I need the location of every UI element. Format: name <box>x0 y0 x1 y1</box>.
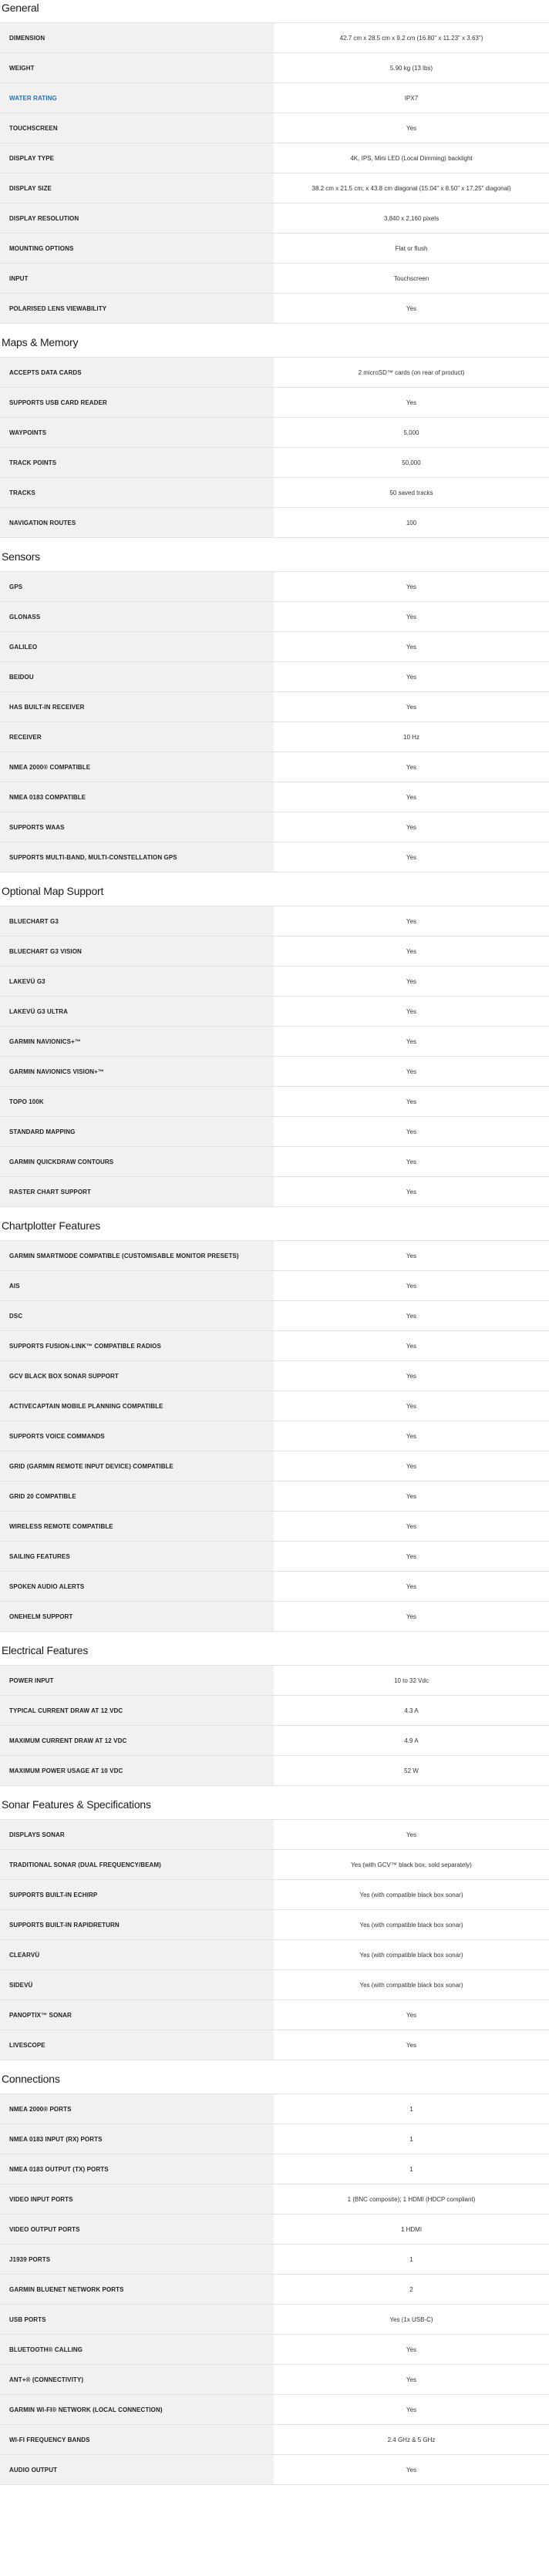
section-title: Chartplotter Features <box>2 1219 101 1232</box>
spec-row <box>0 143 549 173</box>
spec-row <box>0 2425 549 2455</box>
spec-label: MAXIMUM CURRENT DRAW AT 12 VDC <box>0 1726 274 1755</box>
spec-value: IPX7 <box>274 83 549 113</box>
spec-value: 10 to 32 Vdc <box>274 1666 549 1695</box>
spec-row <box>0 692 549 722</box>
spec-value: Yes <box>274 602 549 631</box>
spec-section <box>0 2071 549 2485</box>
spec-row <box>0 2365 549 2395</box>
spec-row <box>0 53 549 83</box>
spec-row <box>0 2245 549 2275</box>
spec-value: Yes <box>274 294 549 323</box>
spec-value: Yes <box>274 1820 549 1849</box>
spec-row <box>0 113 549 143</box>
spec-label: LIVESCOPE <box>0 2030 274 2060</box>
spec-value: 52 W <box>274 1756 549 1785</box>
spec-label: TRACKS <box>0 478 274 507</box>
spec-label: ANT+® (CONNECTIVITY) <box>0 2365 274 2394</box>
spec-value: Yes <box>274 782 549 812</box>
spec-label: INPUT <box>0 264 274 293</box>
spec-row <box>0 2124 549 2154</box>
spec-label: LAKEVÜ G3 ULTRA <box>0 997 274 1026</box>
spec-row <box>0 1970 549 2000</box>
spec-row <box>0 234 549 264</box>
spec-label: SUPPORTS VOICE COMMANDS <box>0 1421 274 1451</box>
spec-value: Yes <box>274 1542 549 1571</box>
spec-label: TYPICAL CURRENT DRAW AT 12 VDC <box>0 1696 274 1725</box>
spec-label: GALILEO <box>0 632 274 661</box>
spec-value: Yes <box>274 1572 549 1601</box>
spec-value: Yes <box>274 1391 549 1421</box>
spec-value: Yes <box>274 2395 549 2424</box>
spec-row <box>0 2214 549 2245</box>
spec-value: 50 saved tracks <box>274 478 549 507</box>
spec-value: Yes <box>274 1421 549 1451</box>
spec-label: BLUECHART G3 <box>0 906 274 936</box>
spec-value: Yes (with compatible black box sonar) <box>274 1970 549 1999</box>
spec-value: Yes <box>274 2455 549 2484</box>
spec-value: Yes <box>274 1602 549 1631</box>
spec-label-link[interactable]: WATER RATING <box>0 83 274 113</box>
spec-label: TRACK POINTS <box>0 448 274 477</box>
spec-row <box>0 2154 549 2184</box>
spec-value: Yes <box>274 113 549 143</box>
spec-label: NMEA 2000® COMPATIBLE <box>0 752 274 782</box>
spec-value: Yes <box>274 1147 549 1176</box>
spec-row <box>0 2455 549 2485</box>
spec-value: Yes <box>274 1361 549 1391</box>
spec-row <box>0 1391 549 1421</box>
spec-row <box>0 1820 549 1850</box>
spec-row <box>0 1087 549 1117</box>
spec-row <box>0 1241 549 1271</box>
spec-value: 4K, IPS, Mini LED (Local Dimming) backlight <box>274 143 549 173</box>
spec-label: MOUNTING OPTIONS <box>0 234 274 263</box>
spec-value: Yes <box>274 2030 549 2060</box>
spec-row <box>0 1421 549 1451</box>
section-title: Sensors <box>2 550 40 563</box>
spec-row <box>0 1027 549 1057</box>
spec-value: Yes <box>274 662 549 691</box>
spec-table <box>0 1665 549 1786</box>
spec-section <box>0 1218 549 1632</box>
spec-section <box>0 0 549 324</box>
spec-value: Yes (1x USB-C) <box>274 2305 549 2334</box>
spec-label: GLONASS <box>0 602 274 631</box>
section-title: Electrical Features <box>2 1644 89 1656</box>
spec-value: Flat or flush <box>274 234 549 263</box>
spec-value: Yes (with compatible black box sonar) <box>274 1910 549 1939</box>
spec-label: PANOPTIX™ SONAR <box>0 2000 274 2030</box>
spec-value: 38.2 cm x 21.5 cm; x 43.8 cm diagonal (15.04" x 8.50" x 17.25" diagonal) <box>274 173 549 203</box>
spec-row <box>0 1602 549 1632</box>
spec-label: GARMIN WI-FI® NETWORK (LOCAL CONNECTION) <box>0 2395 274 2424</box>
spec-table <box>0 571 549 873</box>
spec-row <box>0 752 549 782</box>
spec-row <box>0 1910 549 1940</box>
spec-row <box>0 2335 549 2365</box>
spec-value: Yes <box>274 1301 549 1330</box>
spec-row <box>0 1850 549 1880</box>
spec-label: DISPLAY SIZE <box>0 173 274 203</box>
spec-row <box>0 1880 549 1910</box>
spec-label: WAYPOINTS <box>0 418 274 447</box>
spec-label: TOUCHSCREEN <box>0 113 274 143</box>
spec-section <box>0 1797 549 2060</box>
spec-row <box>0 1756 549 1786</box>
spec-table <box>0 2093 549 2485</box>
spec-row <box>0 937 549 967</box>
spec-row <box>0 906 549 937</box>
spec-row <box>0 842 549 873</box>
spec-row <box>0 572 549 602</box>
spec-label: DISPLAYS SONAR <box>0 1820 274 1849</box>
spec-row <box>0 1057 549 1087</box>
spec-label: GARMIN QUICKDRAW CONTOURS <box>0 1147 274 1176</box>
spec-row <box>0 508 549 538</box>
spec-label: HAS BUILT-IN RECEIVER <box>0 692 274 721</box>
spec-value: Yes <box>274 1271 549 1300</box>
spec-row <box>0 203 549 234</box>
spec-value: 1 <box>274 2094 549 2124</box>
spec-value: Yes <box>274 752 549 782</box>
spec-label: AIS <box>0 1271 274 1300</box>
spec-label: NMEA 0183 INPUT (RX) PORTS <box>0 2124 274 2154</box>
spec-value: 4.3 A <box>274 1696 549 1725</box>
spec-row <box>0 2305 549 2335</box>
spec-label: GRID 20 COMPATIBLE <box>0 1481 274 1511</box>
spec-label: DISPLAY TYPE <box>0 143 274 173</box>
spec-value: 2 microSD™ cards (on rear of product) <box>274 358 549 387</box>
spec-label: ONEHELM SUPPORT <box>0 1602 274 1631</box>
spec-row <box>0 2275 549 2305</box>
spec-value: Yes <box>274 1117 549 1146</box>
spec-value: 1 HDMI <box>274 2214 549 2244</box>
spec-label: TOPO 100K <box>0 1087 274 1116</box>
spec-value: Yes (with GCV™ black box, sold separately) <box>274 1850 549 1879</box>
spec-value: 100 <box>274 508 549 537</box>
spec-label: J1939 PORTS <box>0 2245 274 2274</box>
spec-label: AUDIO OUTPUT <box>0 2455 274 2484</box>
spec-value: Yes <box>274 906 549 936</box>
spec-value: Yes <box>274 1177 549 1206</box>
spec-value: 2 <box>274 2275 549 2304</box>
spec-label: MAXIMUM POWER USAGE AT 10 VDC <box>0 1756 274 1785</box>
spec-value: 10 Hz <box>274 722 549 752</box>
spec-label: SPOKEN AUDIO ALERTS <box>0 1572 274 1601</box>
spec-label: POWER INPUT <box>0 1666 274 1695</box>
spec-value: 1 <box>274 2124 549 2154</box>
spec-label: GARMIN SMARTMODE COMPATIBLE (CUSTOMISABLE MONITOR PRESETS) <box>0 1241 274 1270</box>
spec-label: BLUECHART G3 VISION <box>0 937 274 966</box>
spec-value: Yes <box>274 2365 549 2394</box>
spec-row <box>0 1117 549 1147</box>
spec-row <box>0 812 549 842</box>
section-title: Sonar Features & Specifications <box>2 1798 151 1811</box>
spec-section <box>0 335 549 538</box>
spec-row <box>0 1177 549 1207</box>
spec-label: VIDEO OUTPUT PORTS <box>0 2214 274 2244</box>
spec-label: WEIGHT <box>0 53 274 82</box>
section-title: Connections <box>2 2073 60 2085</box>
spec-row <box>0 967 549 997</box>
spec-row <box>0 173 549 203</box>
spec-value: Yes <box>274 572 549 601</box>
spec-row <box>0 2395 549 2425</box>
spec-value: Yes <box>274 692 549 721</box>
spec-row <box>0 662 549 692</box>
spec-section <box>0 549 549 873</box>
spec-label: NAVIGATION ROUTES <box>0 508 274 537</box>
spec-value: Yes <box>274 1331 549 1360</box>
spec-label: NMEA 0183 OUTPUT (TX) PORTS <box>0 2154 274 2184</box>
spec-label: GPS <box>0 572 274 601</box>
spec-row <box>0 1331 549 1361</box>
spec-label: SUPPORTS WAAS <box>0 812 274 842</box>
spec-value: Yes <box>274 1087 549 1116</box>
spec-row <box>0 1481 549 1512</box>
spec-value: Yes <box>274 1241 549 1270</box>
spec-value: 4.9 A <box>274 1726 549 1755</box>
spec-row <box>0 478 549 508</box>
spec-value: Touchscreen <box>274 264 549 293</box>
spec-label: DIMENSION <box>0 23 274 52</box>
spec-label: LAKEVÜ G3 <box>0 967 274 996</box>
spec-row <box>0 388 549 418</box>
spec-label: DISPLAY RESOLUTION <box>0 203 274 233</box>
spec-value: Yes <box>274 812 549 842</box>
spec-label: SUPPORTS USB CARD READER <box>0 388 274 417</box>
spec-label: SIDEVÜ <box>0 1970 274 1999</box>
spec-label: BLUETOOTH® CALLING <box>0 2335 274 2364</box>
spec-row <box>0 2000 549 2030</box>
spec-row <box>0 23 549 53</box>
spec-row <box>0 997 549 1027</box>
spec-label: WIRELESS REMOTE COMPATIBLE <box>0 1512 274 1541</box>
spec-label: DSC <box>0 1301 274 1330</box>
spec-row <box>0 1361 549 1391</box>
spec-value: Yes <box>274 1451 549 1481</box>
spec-row <box>0 602 549 632</box>
spec-label: POLARISED LENS VIEWABILITY <box>0 294 274 323</box>
spec-row <box>0 294 549 324</box>
spec-value: 1 (BNC composite); 1 HDMI (HDCP compliant) <box>274 2184 549 2214</box>
spec-value: Yes <box>274 388 549 417</box>
spec-row <box>0 1301 549 1331</box>
spec-table <box>0 1819 549 2060</box>
spec-label: SUPPORTS FUSION-LINK™ COMPATIBLE RADIOS <box>0 1331 274 1360</box>
spec-row <box>0 83 549 113</box>
spec-value: 5,000 <box>274 418 549 447</box>
spec-value: 5.90 kg (13 lbs) <box>274 53 549 82</box>
spec-value: Yes <box>274 997 549 1026</box>
spec-value: 2.4 GHz & 5 GHz <box>274 2425 549 2454</box>
section-title: Optional Map Support <box>2 885 104 897</box>
spec-table <box>0 22 549 324</box>
spec-section <box>0 1643 549 1786</box>
spec-label: GARMIN NAVIONICS VISION+™ <box>0 1057 274 1086</box>
spec-section <box>0 883 549 1207</box>
spec-value: 42.7 cm x 28.5 cm x 9.2 cm (16.80" x 11.23" x 3.63") <box>274 23 549 52</box>
spec-label: RASTER CHART SUPPORT <box>0 1177 274 1206</box>
spec-row <box>0 1726 549 1756</box>
spec-row <box>0 1512 549 1542</box>
spec-value: Yes (with compatible black box sonar) <box>274 1940 549 1969</box>
spec-value: 50,000 <box>274 448 549 477</box>
spec-value: Yes <box>274 967 549 996</box>
spec-row <box>0 418 549 448</box>
spec-row <box>0 632 549 662</box>
spec-label: SUPPORTS MULTI-BAND, MULTI-CONSTELLATION GPS <box>0 842 274 872</box>
spec-row <box>0 1147 549 1177</box>
spec-row <box>0 264 549 294</box>
spec-value: Yes <box>274 632 549 661</box>
spec-table <box>0 1240 549 1632</box>
spec-row <box>0 1542 549 1572</box>
spec-value: 1 <box>274 2245 549 2274</box>
spec-label: WI-FI FREQUENCY BANDS <box>0 2425 274 2454</box>
spec-value: Yes <box>274 937 549 966</box>
section-title: General <box>2 2 39 14</box>
spec-value: Yes <box>274 2335 549 2364</box>
spec-label: STANDARD MAPPING <box>0 1117 274 1146</box>
spec-value: Yes (with compatible black box sonar) <box>274 1880 549 1909</box>
spec-label: RECEIVER <box>0 722 274 752</box>
spec-label: GCV BLACK BOX SONAR SUPPORT <box>0 1361 274 1391</box>
spec-value: Yes <box>274 842 549 872</box>
spec-row <box>0 2184 549 2214</box>
spec-label: GRID (GARMIN REMOTE INPUT DEVICE) COMPATIBLE <box>0 1451 274 1481</box>
spec-value: Yes <box>274 1027 549 1056</box>
spec-row <box>0 722 549 752</box>
spec-row <box>0 2094 549 2124</box>
spec-label: ACCEPTS DATA CARDS <box>0 358 274 387</box>
spec-label: SUPPORTS BUILT-IN RAPIDRETURN <box>0 1910 274 1939</box>
spec-value: Yes <box>274 1057 549 1086</box>
spec-value: Yes <box>274 1481 549 1511</box>
spec-row <box>0 358 549 388</box>
spec-label: SAILING FEATURES <box>0 1542 274 1571</box>
spec-row <box>0 1940 549 1970</box>
spec-row <box>0 448 549 478</box>
spec-row <box>0 782 549 812</box>
section-title: Maps & Memory <box>2 336 79 348</box>
spec-label: NMEA 2000® PORTS <box>0 2094 274 2124</box>
spec-row <box>0 1572 549 1602</box>
spec-label: VIDEO INPUT PORTS <box>0 2184 274 2214</box>
spec-table <box>0 906 549 1207</box>
spec-row <box>0 1696 549 1726</box>
spec-row <box>0 1451 549 1481</box>
spec-label: ACTIVECAPTAIN MOBILE PLANNING COMPATIBLE <box>0 1391 274 1421</box>
spec-label: USB PORTS <box>0 2305 274 2334</box>
spec-label: NMEA 0183 COMPATIBLE <box>0 782 274 812</box>
spec-label: BEIDOU <box>0 662 274 691</box>
spec-value: 3,840 x 2,160 pixels <box>274 203 549 233</box>
spec-value: Yes <box>274 2000 549 2030</box>
spec-table <box>0 357 549 538</box>
spec-label: GARMIN BLUENET NETWORK PORTS <box>0 2275 274 2304</box>
spec-row <box>0 1271 549 1301</box>
spec-value: Yes <box>274 1512 549 1541</box>
spec-row <box>0 1666 549 1696</box>
spec-label: TRADITIONAL SONAR (DUAL FREQUENCY/BEAM) <box>0 1850 274 1879</box>
spec-value: 1 <box>274 2154 549 2184</box>
spec-label: CLEARVÜ <box>0 1940 274 1969</box>
spec-label: GARMIN NAVIONICS+™ <box>0 1027 274 1056</box>
spec-label: SUPPORTS BUILT-IN ECHIRP <box>0 1880 274 1909</box>
spec-row <box>0 2030 549 2060</box>
